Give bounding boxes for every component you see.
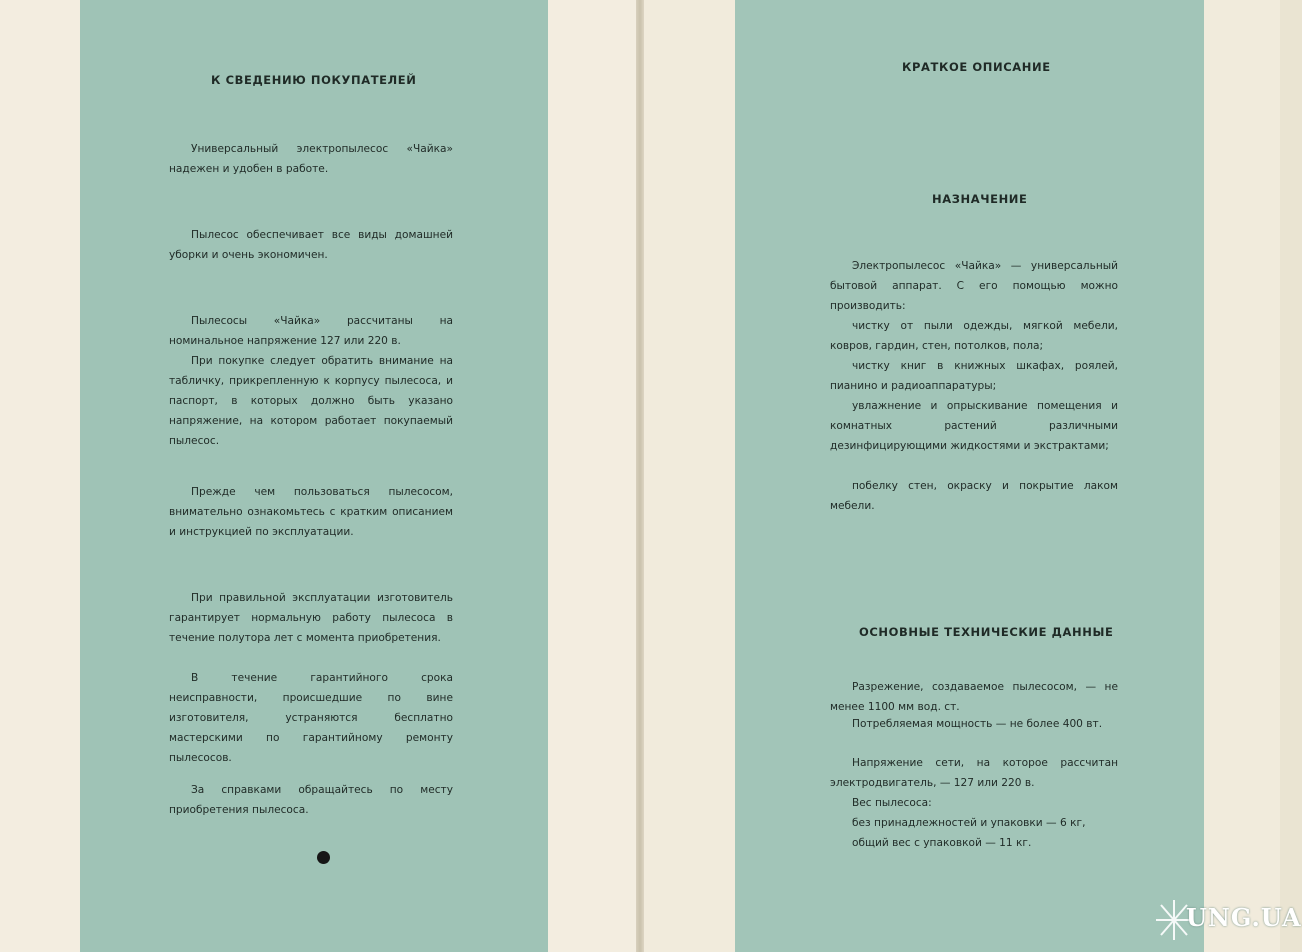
cleaning-paragraph: Пылесос обеспечивает все виды домашней уборки и очень экономичен. [169, 229, 453, 261]
buyers-notice-heading: К СВЕДЕНИЮ ПОКУПАТЕЛЕЙ [211, 73, 417, 87]
watermark-text: UNG.UA [1186, 903, 1302, 932]
site-watermark [1168, 895, 1302, 945]
punch-hole-dot [317, 851, 330, 864]
spec-weight-net: без принадлежностей и упаковки — 6 кг, [852, 817, 1086, 829]
purpose-item-clothes: чистку от пыли одежды, мягкой мебели, ковров, гардин, стен, потолков, пола; [830, 320, 1118, 352]
warranty-paragraph: При правильной эксплуатации изготовитель гарантирует нормальную работу пылесоса в течение полутора лет с момента приобретения. [169, 592, 453, 644]
spec-power: Потребляемая мощность — не более 400 вт. [852, 718, 1103, 730]
purpose-item-books: чистку книг в книжных шкафах, роялей, пианино и радиоаппаратуры; [830, 360, 1118, 392]
inquiries-paragraph: За справками обращайтесь по месту приобретения пылесоса. [169, 784, 453, 816]
purpose-intro-paragraph: Электропылесос «Чайка» — универсальный бытовой аппарат. С его помощью можно производить: [830, 260, 1118, 312]
left-colored-panel [80, 0, 548, 952]
spec-weight-gross: общий вес с упаковкой — 11 кг. [852, 837, 1032, 849]
voltage-paragraph: Пылесосы «Чайка» рассчитаны на номинальное напряжение 127 или 220 в. [169, 315, 453, 347]
specs-heading: ОСНОВНЫЕ ТЕХНИЧЕСКИЕ ДАННЫЕ [859, 625, 1114, 639]
purpose-heading: НАЗНАЧЕНИЕ [932, 192, 1028, 206]
read-instructions-paragraph: Прежде чем пользоваться пылесосом, внимательно ознакомьтесь с кратким описанием и инструкцией по эксплуатации. [169, 486, 453, 538]
purpose-item-spraying: увлажнение и опрыскивание помещения и комнатных растений различными дезинфицирующими жидкостями и экстрактами; [830, 400, 1118, 452]
intro-paragraph: Универсальный электропылесос «Чайка» надежен и удобен в работе. [169, 143, 453, 175]
right-colored-panel [735, 0, 1204, 952]
spec-vacuum: Разрежение, создаваемое пылесосом, — не менее 1100 мм вод. ст. [830, 681, 1118, 713]
warranty-repair-paragraph: В течение гарантийного срока неисправности, происшедшие по вине изготовителя, устраняются бесплатно мастерскими по гарантийному ремонту пылесосов. [169, 672, 453, 764]
purpose-item-painting: побелку стен, окраску и покрытие лаком мебели. [830, 480, 1118, 512]
spec-voltage: Напряжение сети, на которое рассчитан электродвигатель, — 127 или 220 в. [830, 757, 1118, 789]
purchase-paragraph: При покупке следует обратить внимание на табличку, прикрепленную к корпусу пылесоса, и паспорт, в которых должно быть указано напряжение, на котором работает покупаемый пылесос. [169, 355, 453, 447]
page-fold [636, 0, 644, 952]
brief-description-title: КРАТКОЕ ОПИСАНИЕ [902, 60, 1051, 74]
spec-weight-label: Вес пылесоса: [852, 797, 932, 809]
